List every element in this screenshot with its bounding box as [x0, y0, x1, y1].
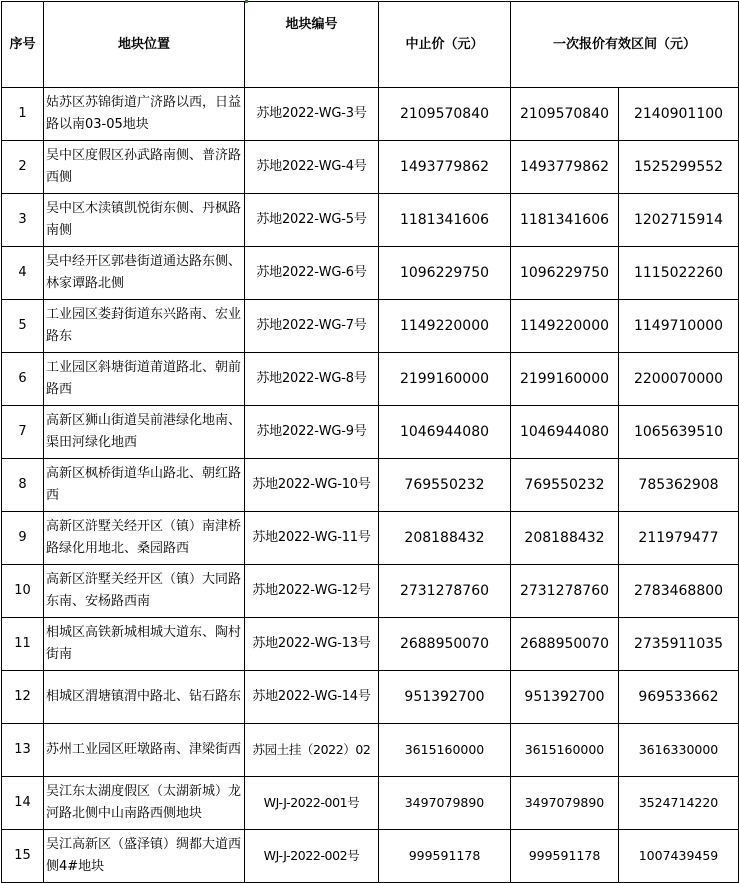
cell-code: 苏地2022-WG-9号 — [245, 406, 379, 459]
cell-index: 12 — [2, 671, 44, 724]
cell-index: 13 — [2, 724, 44, 777]
cell-index: 8 — [2, 459, 44, 512]
cell-stop-price: 2731278760 — [379, 565, 511, 618]
cell-stop-price: 951392700 — [379, 671, 511, 724]
cell-stop-price: 1046944080 — [379, 406, 511, 459]
cell-range-high: 3524714220 — [619, 777, 739, 830]
cell-corner-marker — [245, 0, 248, 3]
cell-code: 苏地2022-WG-13号 — [245, 618, 379, 671]
cell-index: 6 — [2, 353, 44, 406]
cell-range-high: 785362908 — [619, 459, 739, 512]
cell-stop-price: 769550232 — [379, 459, 511, 512]
cell-stop-price: 1493779862 — [379, 141, 511, 194]
table-row — [2, 565, 739, 618]
cell-range-high: 2140901100 — [619, 88, 739, 141]
cell-stop-price: 2109570840 — [379, 88, 511, 141]
cell-range-low: 1181341606 — [511, 194, 619, 247]
cell-location: 苏州工业园区旺墩路南、津梁街西 — [44, 724, 245, 777]
cell-code: WJ-J-2022-002号 — [245, 830, 379, 883]
table-row — [2, 671, 739, 724]
cell-range-high: 2783468800 — [619, 565, 739, 618]
cell-code: 苏地2022-WG-12号 — [245, 565, 379, 618]
table-row — [2, 141, 739, 194]
cell-stop-price: 3615160000 — [379, 724, 511, 777]
cell-range-low: 999591178 — [511, 830, 619, 883]
cell-code: 苏地2022-WG-7号 — [245, 300, 379, 353]
cell-range-high: 211979477 — [619, 512, 739, 565]
cell-stop-price: 1096229750 — [379, 247, 511, 300]
cell-stop-price: 999591178 — [379, 830, 511, 883]
header-row — [2, 2, 739, 88]
cell-index: 5 — [2, 300, 44, 353]
cell-location: 高新区浒墅关经开区（镇）大同路东南、安杨路西南 — [44, 565, 245, 618]
cell-code: 苏地2022-WG-3号 — [245, 88, 379, 141]
header-quote-range: 一次报价有效区间（元） — [511, 2, 739, 88]
cell-range-low: 2731278760 — [511, 565, 619, 618]
cell-range-high: 3616330000 — [619, 724, 739, 777]
cell-code: 苏地2022-WG-8号 — [245, 353, 379, 406]
cell-range-low: 2199160000 — [511, 353, 619, 406]
cell-index: 11 — [2, 618, 44, 671]
cell-range-low: 951392700 — [511, 671, 619, 724]
cell-range-low: 2688950070 — [511, 618, 619, 671]
cell-code: 苏地2022-WG-6号 — [245, 247, 379, 300]
header-stop-price: 中止价（元） — [379, 2, 511, 88]
cell-range-high: 1202715914 — [619, 194, 739, 247]
cell-location: 工业园区斜塘街道莆道路北、朝前路西 — [44, 353, 245, 406]
cell-range-low: 2109570840 — [511, 88, 619, 141]
cell-location: 姑苏区苏锦街道广济路以西，日益路以南03-05地块 — [44, 88, 245, 141]
cell-stop-price: 1181341606 — [379, 194, 511, 247]
cell-range-high: 1065639510 — [619, 406, 739, 459]
cell-location: 相城区高铁新城相城大道东、陶村街南 — [44, 618, 245, 671]
cell-location: 工业园区娄葑街道东兴路南、宏业路东 — [44, 300, 245, 353]
cell-range-low: 1493779862 — [511, 141, 619, 194]
cell-location: 吴江东太湖度假区（太湖新城）龙河路北侧中山南路西侧地块 — [44, 777, 245, 830]
table-row — [2, 406, 739, 459]
cell-location: 吴江高新区（盛泽镇）绸都大道西侧4#地块 — [44, 830, 245, 883]
cell-range-low: 1096229750 — [511, 247, 619, 300]
cell-location: 吴中区度假区孙武路南侧、普济路西侧 — [44, 141, 245, 194]
cell-code: 苏地2022-WG-11号 — [245, 512, 379, 565]
table-row — [2, 459, 739, 512]
header-code: 地块编号 — [245, 2, 379, 88]
table-row — [2, 618, 739, 671]
cell-range-low: 1046944080 — [511, 406, 619, 459]
cell-index: 3 — [2, 194, 44, 247]
cell-range-high: 1115022260 — [619, 247, 739, 300]
cell-range-high: 1149710000 — [619, 300, 739, 353]
table-row — [2, 724, 739, 777]
cell-range-low: 3497079890 — [511, 777, 619, 830]
cell-index: 7 — [2, 406, 44, 459]
cell-stop-price: 1149220000 — [379, 300, 511, 353]
cell-stop-price: 3497079890 — [379, 777, 511, 830]
cell-stop-price: 2199160000 — [379, 353, 511, 406]
table-row — [2, 88, 739, 141]
cell-range-low: 769550232 — [511, 459, 619, 512]
cell-location: 吴中经开区郭巷街道通达路东侧、林家谭路北侧 — [44, 247, 245, 300]
table-row — [2, 512, 739, 565]
table-row — [2, 300, 739, 353]
cell-location: 吴中区木渎镇凯悦街东侧、丹枫路南侧 — [44, 194, 245, 247]
cell-range-high: 1007439459 — [619, 830, 739, 883]
table-body — [2, 88, 739, 883]
cell-location: 高新区浒墅关经开区（镇）南津桥路绿化用地北、桑园路西 — [44, 512, 245, 565]
land-auction-table — [1, 1, 739, 883]
cell-range-high: 969533662 — [619, 671, 739, 724]
cell-code: 苏地2022-WG-4号 — [245, 141, 379, 194]
cell-range-high: 1525299552 — [619, 141, 739, 194]
cell-index: 2 — [2, 141, 44, 194]
cell-index: 1 — [2, 88, 44, 141]
cell-range-low: 3615160000 — [511, 724, 619, 777]
cell-location: 相城区渭塘镇渭中路北、钻石路东 — [44, 671, 245, 724]
cell-range-low: 1149220000 — [511, 300, 619, 353]
cell-index: 15 — [2, 830, 44, 883]
cell-range-high: 2735911035 — [619, 618, 739, 671]
table-row — [2, 777, 739, 830]
cell-code: WJ-J-2022-001号 — [245, 777, 379, 830]
cell-code: 苏园土挂（2022）02 — [245, 724, 379, 777]
cell-code: 苏地2022-WG-14号 — [245, 671, 379, 724]
cell-stop-price: 2688950070 — [379, 618, 511, 671]
cell-index: 9 — [2, 512, 44, 565]
cell-index: 4 — [2, 247, 44, 300]
table-row — [2, 353, 739, 406]
header-index: 序号 — [2, 2, 44, 88]
cell-location: 高新区狮山街道吴前港绿化地南、渠田河绿化地西 — [44, 406, 245, 459]
table-row — [2, 247, 739, 300]
cell-code: 苏地2022-WG-5号 — [245, 194, 379, 247]
table-row — [2, 194, 739, 247]
cell-index: 14 — [2, 777, 44, 830]
cell-stop-price: 208188432 — [379, 512, 511, 565]
cell-range-high: 2200070000 — [619, 353, 739, 406]
cell-index: 10 — [2, 565, 44, 618]
cell-location: 高新区枫桥街道华山路北、朝红路西 — [44, 459, 245, 512]
cell-range-low: 208188432 — [511, 512, 619, 565]
table-row — [2, 830, 739, 883]
header-location: 地块位置 — [44, 2, 245, 88]
cell-code: 苏地2022-WG-10号 — [245, 459, 379, 512]
